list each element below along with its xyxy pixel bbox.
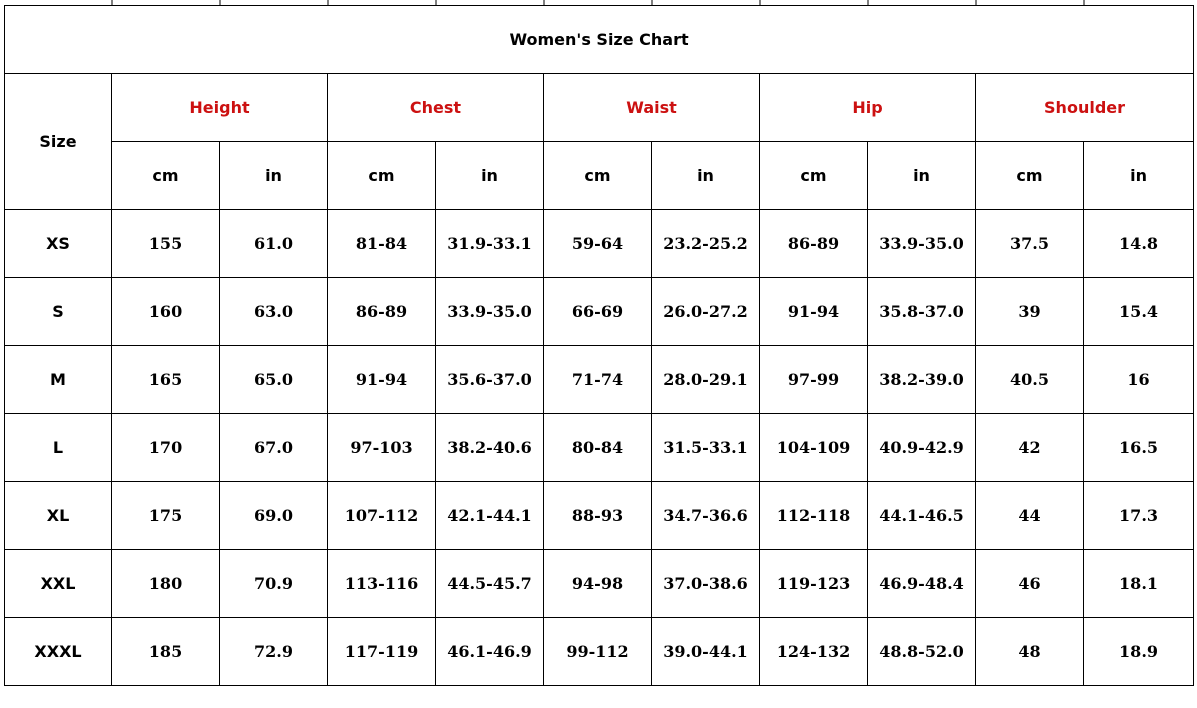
chart-title: Women's Size Chart [5, 6, 1194, 74]
table-cell: 155 [112, 210, 220, 278]
table-cell: 185 [112, 618, 220, 686]
table-cell: 39.0-44.1 [652, 618, 760, 686]
table-row [5, 278, 1194, 346]
table-cell: 165 [112, 346, 220, 414]
group-header-height: Height [112, 74, 328, 142]
table-cell: 72.9 [220, 618, 328, 686]
table-cell: 34.7-36.6 [652, 482, 760, 550]
unit-header-waist-in: in [652, 142, 760, 210]
table-cell: 86-89 [760, 210, 868, 278]
table-cell: 38.2-39.0 [868, 346, 976, 414]
table-row [5, 414, 1194, 482]
table-cell: 28.0-29.1 [652, 346, 760, 414]
group-header-chest: Chest [328, 74, 544, 142]
table-row [5, 346, 1194, 414]
table-cell: 14.8 [1084, 210, 1194, 278]
unit-header-hip-cm: cm [760, 142, 868, 210]
table-cell: 71-74 [544, 346, 652, 414]
table-cell: 18.9 [1084, 618, 1194, 686]
size-label: S [5, 278, 112, 346]
table-cell: 37.0-38.6 [652, 550, 760, 618]
group-header-hip: Hip [760, 74, 976, 142]
table-cell: 15.4 [1084, 278, 1194, 346]
table-cell: 65.0 [220, 346, 328, 414]
table-cell: 40.9-42.9 [868, 414, 976, 482]
table-cell: 44 [976, 482, 1084, 550]
table-cell: 88-93 [544, 482, 652, 550]
table-cell: 17.3 [1084, 482, 1194, 550]
table-cell: 119-123 [760, 550, 868, 618]
table-cell: 97-103 [328, 414, 436, 482]
table-cell: 48 [976, 618, 1084, 686]
table-cell: 117-119 [328, 618, 436, 686]
table-cell: 80-84 [544, 414, 652, 482]
table-cell: 97-99 [760, 346, 868, 414]
table-cell: 46 [976, 550, 1084, 618]
table-row [5, 550, 1194, 618]
table-cell: 113-116 [328, 550, 436, 618]
table-cell: 91-94 [328, 346, 436, 414]
table-cell: 42 [976, 414, 1084, 482]
table-cell: 67.0 [220, 414, 328, 482]
table-cell: 61.0 [220, 210, 328, 278]
table-row [5, 618, 1194, 686]
table-cell: 81-84 [328, 210, 436, 278]
unit-header-shoulder-cm: cm [976, 142, 1084, 210]
table-cell: 31.5-33.1 [652, 414, 760, 482]
table-cell: 40.5 [976, 346, 1084, 414]
table-cell: 44.5-45.7 [436, 550, 544, 618]
table-row [5, 482, 1194, 550]
table-cell: 124-132 [760, 618, 868, 686]
table-cell: 107-112 [328, 482, 436, 550]
table-cell: 66-69 [544, 278, 652, 346]
unit-header-row [5, 142, 1194, 210]
table-cell: 170 [112, 414, 220, 482]
table-cell: 48.8-52.0 [868, 618, 976, 686]
table-cell: 35.8-37.0 [868, 278, 976, 346]
size-label: XXXL [5, 618, 112, 686]
table-cell: 63.0 [220, 278, 328, 346]
unit-header-hip-in: in [868, 142, 976, 210]
table-cell: 46.1-46.9 [436, 618, 544, 686]
group-header-row [5, 74, 1194, 142]
table-cell: 31.9-33.1 [436, 210, 544, 278]
table-cell: 70.9 [220, 550, 328, 618]
table-cell: 23.2-25.2 [652, 210, 760, 278]
table-cell: 18.1 [1084, 550, 1194, 618]
group-header-waist: Waist [544, 74, 760, 142]
size-label: M [5, 346, 112, 414]
table-cell: 46.9-48.4 [868, 550, 976, 618]
size-label: XS [5, 210, 112, 278]
unit-header-height-in: in [220, 142, 328, 210]
table-cell: 112-118 [760, 482, 868, 550]
table-cell: 16.5 [1084, 414, 1194, 482]
table-cell: 86-89 [328, 278, 436, 346]
table-row [5, 210, 1194, 278]
table-cell: 94-98 [544, 550, 652, 618]
unit-header-chest-cm: cm [328, 142, 436, 210]
table-cell: 180 [112, 550, 220, 618]
table-cell: 91-94 [760, 278, 868, 346]
table-cell: 59-64 [544, 210, 652, 278]
table-cell: 38.2-40.6 [436, 414, 544, 482]
table-cell: 37.5 [976, 210, 1084, 278]
unit-header-waist-cm: cm [544, 142, 652, 210]
table-cell: 26.0-27.2 [652, 278, 760, 346]
size-label: XL [5, 482, 112, 550]
table-cell: 160 [112, 278, 220, 346]
table-cell: 33.9-35.0 [868, 210, 976, 278]
table-cell: 35.6-37.0 [436, 346, 544, 414]
unit-header-chest-in: in [436, 142, 544, 210]
size-chart-table [4, 5, 1194, 686]
table-cell: 39 [976, 278, 1084, 346]
table-cell: 99-112 [544, 618, 652, 686]
unit-header-height-cm: cm [112, 142, 220, 210]
table-cell: 175 [112, 482, 220, 550]
unit-header-shoulder-in: in [1084, 142, 1194, 210]
size-label: XXL [5, 550, 112, 618]
table-cell: 44.1-46.5 [868, 482, 976, 550]
size-header: Size [5, 74, 112, 210]
group-header-shoulder: Shoulder [976, 74, 1194, 142]
table-cell: 16 [1084, 346, 1194, 414]
title-row [5, 6, 1194, 74]
table-cell: 42.1-44.1 [436, 482, 544, 550]
size-label: L [5, 414, 112, 482]
table-cell: 104-109 [760, 414, 868, 482]
table-cell: 69.0 [220, 482, 328, 550]
table-cell: 33.9-35.0 [436, 278, 544, 346]
